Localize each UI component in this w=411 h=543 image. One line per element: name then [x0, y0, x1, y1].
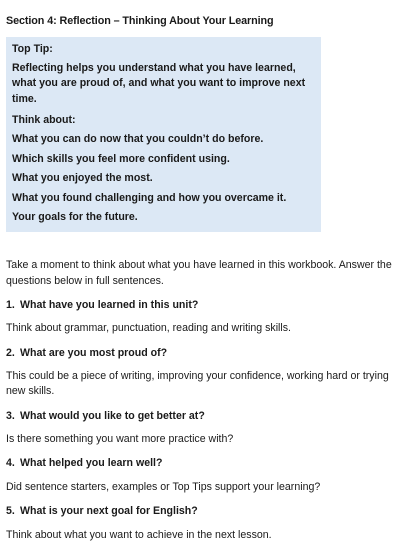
- think-about-heading: Think about:: [12, 114, 76, 127]
- question-block: [6, 504, 405, 543]
- question-hint: This could be a piece of writing, improving your confidence, working hard or trying new skills.: [6, 370, 389, 398]
- question-hint: Think about what you want to achieve in the next lesson.: [6, 528, 272, 541]
- question-text: What helped you learn well?: [20, 457, 163, 470]
- question-text: What is your next goal for English?: [20, 505, 198, 518]
- think-item: Which skills you feel more confident using.: [12, 152, 230, 165]
- think-item: Your goals for the future.: [12, 210, 138, 223]
- question-number: 1.: [6, 298, 15, 311]
- question-hint: Is there something you want more practice with?: [6, 433, 234, 446]
- think-item: What you enjoyed the most.: [12, 172, 153, 185]
- think-item: What you found challenging and how you overcame it.: [12, 191, 287, 204]
- question-block: [6, 409, 405, 448]
- intro-paragraph: Take a moment to think about what you have learned in this workbook. Answer the questions below in full sentences.: [6, 259, 392, 287]
- tip-text: Reflecting helps you understand what you have learned, what you are proud of, and what you want to improve next time.: [12, 62, 306, 105]
- question-number: 2.: [6, 346, 15, 359]
- question-text: What are you most proud of?: [20, 346, 168, 359]
- question-heading: [6, 504, 405, 519]
- question-number: 3.: [6, 409, 15, 422]
- question-hint: Did sentence starters, examples or Top Tips support your learning?: [6, 480, 321, 493]
- question-number: 4.: [6, 457, 15, 470]
- think-item: What you can do now that you couldn’t do before.: [12, 133, 264, 146]
- top-tip-box: [6, 37, 321, 233]
- section-title: Section 4: Reflection – Thinking About Your Learning: [6, 15, 274, 27]
- question-text: What have you learned in this unit?: [20, 298, 199, 311]
- question-heading: [6, 456, 405, 471]
- question-block: [6, 346, 405, 400]
- question-heading: [6, 409, 405, 424]
- question-heading: [6, 298, 405, 313]
- question-heading: [6, 346, 405, 361]
- question-number: 5.: [6, 505, 15, 518]
- question-hint: Think about grammar, punctuation, reading and writing skills.: [6, 322, 292, 335]
- tip-heading: Top Tip:: [12, 42, 53, 55]
- question-text: What would you like to get better at?: [20, 409, 205, 422]
- question-block: [6, 456, 405, 495]
- question-block: [6, 298, 405, 337]
